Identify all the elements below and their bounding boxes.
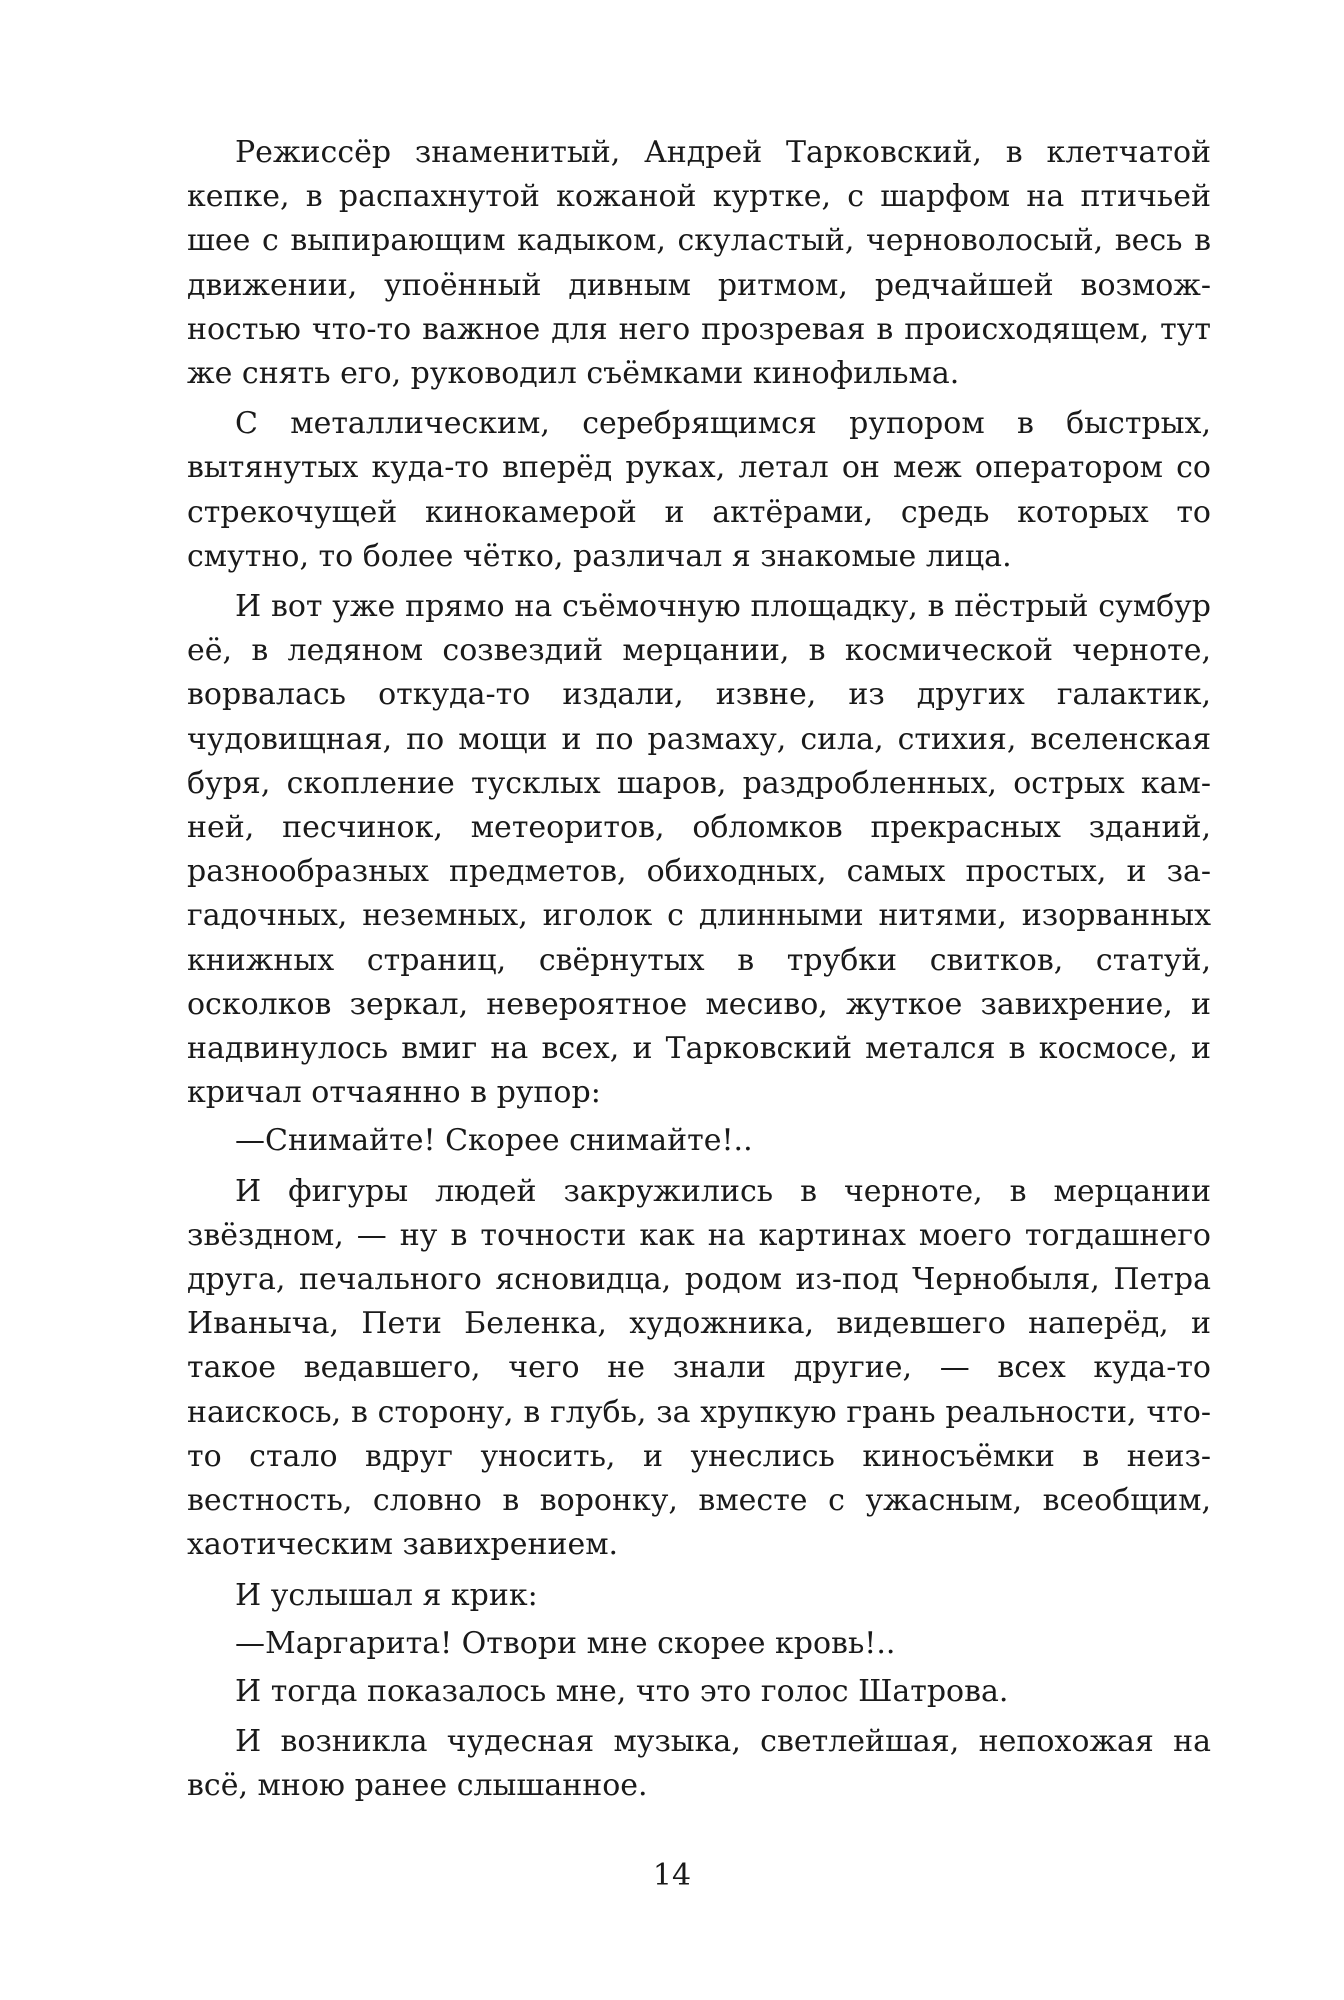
paragraph-6: И тогда показалось мне, что это голос Шатрова. (235, 1673, 1009, 1709)
body-text (187, 131, 1211, 1815)
paragraph-1: Режиссёр знаменитый, Андрей Тарковский, в клетчатой кепке, в распахнутой кожаной куртке, с шарфом на птичьей шее с выпирающим кадыком, скуластый, черноволосый, весь в движении, упоённый дивным ритмом, редчайшей возможностью что-то важное для него прозревая в происходящем, тут же снять его, руководил съёмками кинофильма. (187, 135, 1211, 392)
dialogue-line-2: —Маргарита! Отвори мне скорее кровь!.. (235, 1625, 896, 1661)
paragraph-3: И вот уже прямо на съёмочную площадку, в пёстрый сумбур её, в ледяном созвездий мерцании, в космической черноте, ворвалась откуда-то издали, извне, из других галактик, чудовищная, по мощи и по размаху, сила, стихия, вселенская буря, скопление тусклых шаров, раздробленных, острых камней, песчинок, метеоритов, обломков прекрасных зданий, разнообразных предметов, обиходных, самых простых, и загадочных, неземных, иголок с длинными нитями, изорванных книжных страниц, свёрнутых в трубки свитков, статуй, осколков зеркал, невероятное месиво, жуткое завихрение, и надвинулось вмиг на всех, и Тарковский метался в космосе, и кричал отчаянно в рупор: (187, 589, 1211, 1111)
paragraph-4: И фигуры людей закружились в черноте, в мерцании звёздном, — ну в точности как на картинах моего тогдашнего друга, печального ясновидца, родом из-под Чернобыля, Петра Иваныча, Пети Беленка, художника, видевшего наперёд, и такое ведавшего, чего не знали другие, — всех куда-то наискось, в сторону, в глубь, за хрупкую грань реальности, что-то стало вдруг уносить, и унеслись киносъёмки в неизвестность, словно в воронку, вместе с ужасным, всеобщим, хаотическим завихрением. (187, 1173, 1211, 1563)
page-number: 14 (652, 1858, 692, 1893)
paragraph-7: И возникла чудесная музыка, светлейшая, непохожая на всё, мною ранее слышанное. (187, 1724, 1211, 1804)
dialogue-line-1: —Снимайте! Скорее снимайте!.. (235, 1123, 753, 1159)
paragraph-5: И услышал я крик: (235, 1577, 538, 1613)
paragraph-2: С металлическим, серебрящимся рупором в быстрых, вытянутых куда-то вперёд руках, летал он меж оператором со стрекочущей кинокамерой и актёрами, средь которых то смутно, то более чётко, различал я знакомые лица. (187, 406, 1211, 574)
